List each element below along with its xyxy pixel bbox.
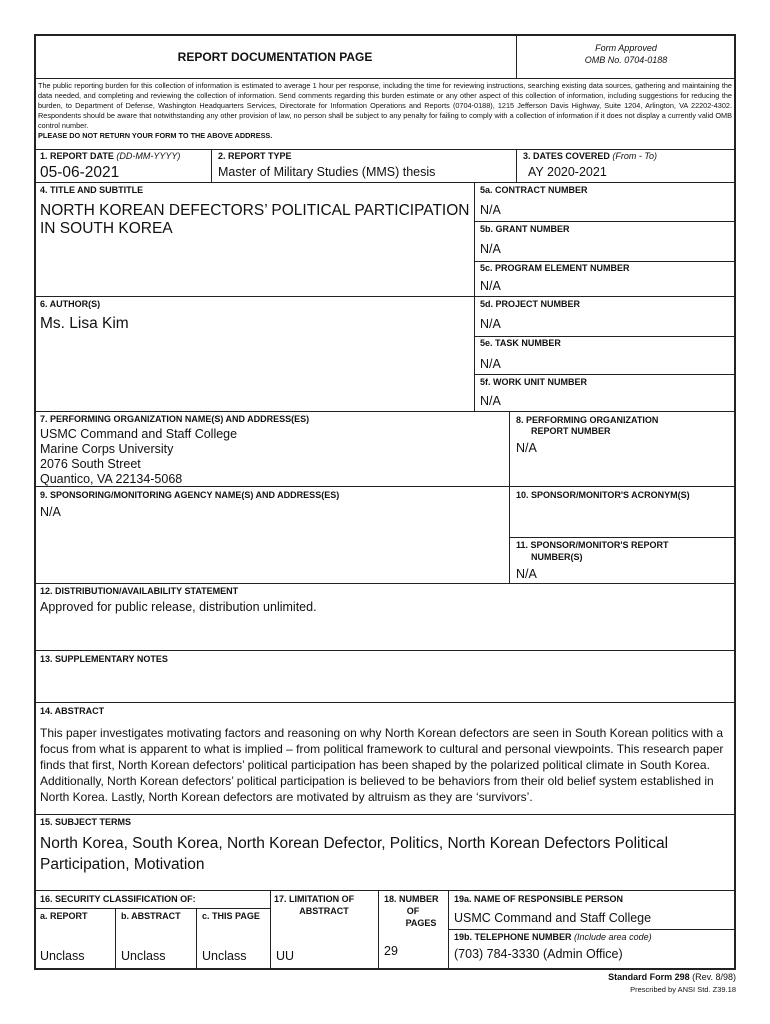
- telephone-label: 19b. TELEPHONE NUMBER (Include area code): [454, 932, 652, 942]
- report-type-label: 2. REPORT TYPE: [218, 151, 292, 161]
- divider: [509, 537, 736, 538]
- form-name: Standard Form 298 (Rev. 8/98): [608, 972, 736, 982]
- project-number-value: N/A: [480, 317, 501, 331]
- task-number-value: N/A: [480, 357, 501, 371]
- sponsor-report-label-2: NUMBER(S): [531, 552, 583, 562]
- divider: [270, 890, 271, 968]
- return-warning: PLEASE DO NOT RETURN YOUR FORM TO THE ABOVE ADDRESS.: [38, 131, 273, 140]
- divider: [516, 149, 517, 182]
- project-number-label: 5d. PROJECT NUMBER: [480, 299, 581, 309]
- pages-value: 29: [384, 944, 398, 958]
- contract-number-value: N/A: [480, 203, 501, 217]
- sponsoring-agency-value: N/A: [40, 505, 61, 519]
- limitation-value: UU: [276, 949, 295, 963]
- divider: [474, 336, 736, 337]
- divider: [34, 78, 736, 79]
- security-classification-label: 16. SECURITY CLASSIFICATION OF:: [40, 894, 196, 904]
- border-bottom: [34, 968, 736, 970]
- title-label: 4. TITLE AND SUBTITLE: [40, 185, 144, 195]
- supplementary-notes-label: 13. SUPPLEMENTARY NOTES: [40, 654, 168, 664]
- pages-label: 18. NUMBER: [384, 894, 439, 904]
- report-documentation-form: [34, 34, 736, 994]
- performing-org-line: USMC Command and Staff College: [40, 427, 238, 441]
- contract-number-label: 5a. CONTRACT NUMBER: [480, 185, 588, 195]
- divider: [448, 929, 736, 930]
- divider: [34, 411, 736, 412]
- author-label: 6. AUTHOR(S): [40, 299, 101, 309]
- limitation-label: 17. LIMITATION OF: [274, 894, 355, 904]
- abstract-label: 14. ABSTRACT: [40, 706, 105, 716]
- border-left: [34, 34, 36, 970]
- security-page-label: c. THIS PAGE: [202, 911, 260, 921]
- work-unit-label: 5f. WORK UNIT NUMBER: [480, 377, 587, 387]
- divider: [34, 908, 270, 909]
- dates-covered-value: AY 2020-2021: [528, 165, 607, 179]
- performing-org-line: Marine Corps University: [40, 442, 174, 456]
- divider: [34, 702, 736, 703]
- page-title: REPORT DOCUMENTATION PAGE: [177, 50, 373, 64]
- divider: [34, 296, 736, 297]
- divider: [509, 411, 510, 583]
- burden-notice: The public reporting burden for this collection of information is estimated to average 1 hour per response, including the time for reviewing instructions, searching existing data sources, gathering and maintaining the data needed, and completing and reviewing the collection of information. Send comments regarding this burden estimate or any other aspect of this collection of information, including suggestions for reducing the burden, to Department of Defense, Washington Headquarters Services, Directorate for Information Operations and Reports (0704-0188), 1215 Jefferson Davis Highway, Suite 1204, Arlington, VA 22202-4302. Respondents should be aware that notwithstanding any other provision of law, no person shall be subject to any penalty for failing to comply with a collection of information if it does not display a currently valid OMB control number. PLEASE DO NOT RETURN YOUR FORM TO THE ABOVE ADDRESS.: [38, 81, 732, 140]
- limitation-label-2: ABSTRACT: [299, 906, 349, 916]
- sponsor-report-label: 11. SPONSOR/MONITOR'S REPORT: [516, 540, 669, 550]
- pages-label-3: PAGES: [405, 918, 437, 928]
- divider: [196, 908, 197, 968]
- abstract-text: This paper investigates motivating factors and reasoning on why North Korean defectors are seen in South Korean politics with a focus from what is apparent to what is implied – from political framework to cultural and personal viewpoints. This research paper finds that first, North Korean defectors’ political participation has been shaped by the polarized political climate in South Korea. Additionally, North Korean defectors’ political participation is believed to be behaviors from their old belief system established in North Korea. Lastly, North Korean defectors are motivated by altruism as they are ‘survivors’.: [40, 726, 724, 804]
- divider: [448, 890, 449, 968]
- grant-number-label: 5b. GRANT NUMBER: [480, 224, 570, 234]
- security-report-value: Unclass: [40, 949, 85, 963]
- author-value: Ms. Lisa Kim: [40, 315, 129, 332]
- grant-number-value: N/A: [480, 242, 501, 256]
- divider: [34, 890, 736, 891]
- divider: [34, 182, 736, 183]
- divider: [115, 908, 116, 968]
- divider: [378, 890, 379, 968]
- title-line-2: IN SOUTH KOREA: [40, 220, 173, 237]
- divider: [474, 374, 736, 375]
- performing-report-label-2: REPORT NUMBER: [531, 426, 611, 436]
- border-right: [734, 34, 736, 970]
- program-element-label: 5c. PROGRAM ELEMENT NUMBER: [480, 263, 630, 273]
- form-approved-label: Form Approved: [595, 43, 657, 53]
- omb-number: OMB No. 0704-0188: [584, 55, 668, 65]
- subject-terms-label: 15. SUBJECT TERMS: [40, 817, 132, 827]
- subject-terms-value: North Korea, South Korea, North Korean Defector, Politics, North Korean Defectors Political Participation, Motivation: [40, 835, 669, 873]
- security-abstract-label: b. ABSTRACT: [121, 911, 181, 921]
- divider: [474, 221, 736, 222]
- divider: [34, 650, 736, 651]
- divider: [474, 182, 475, 411]
- divider: [34, 486, 736, 487]
- telephone-value: (703) 784-3330 (Admin Office): [454, 947, 623, 961]
- divider: [34, 814, 736, 815]
- program-element-value: N/A: [480, 279, 501, 293]
- report-type-value: Master of Military Studies (MMS) thesis: [218, 165, 436, 179]
- divider: [474, 261, 736, 262]
- sponsor-report-value: N/A: [516, 567, 537, 581]
- report-date-label: 1. REPORT DATE (DD-MM-YYYY): [40, 151, 181, 161]
- performing-org-line: Quantico, VA 22134-5068: [40, 472, 183, 486]
- divider: [34, 149, 736, 150]
- divider: [34, 583, 736, 584]
- report-date-value: 05-06-2021: [40, 164, 120, 181]
- security-abstract-value: Unclass: [121, 949, 166, 963]
- distribution-value: Approved for public release, distribution unlimited.: [40, 600, 317, 614]
- sponsoring-agency-label: 9. SPONSORING/MONITORING AGENCY NAME(S) AND ADDRESS(ES): [40, 490, 340, 500]
- prescribed-by: Prescribed by ANSI Std. Z39.18: [630, 985, 736, 994]
- border-top: [34, 34, 736, 36]
- divider: [211, 149, 212, 182]
- dates-covered-label: 3. DATES COVERED (From - To): [523, 151, 658, 161]
- distribution-label: 12. DISTRIBUTION/AVAILABILITY STATEMENT: [40, 586, 239, 596]
- work-unit-value: N/A: [480, 394, 501, 408]
- performing-report-label: 8. PERFORMING ORGANIZATION: [516, 415, 659, 425]
- task-number-label: 5e. TASK NUMBER: [480, 338, 561, 348]
- pages-label-2: OF: [406, 906, 420, 916]
- title-line-1: NORTH KOREAN DEFECTORS’ POLITICAL PARTICIPATION: [40, 202, 470, 219]
- responsible-person-label: 19a. NAME OF RESPONSIBLE PERSON: [454, 894, 624, 904]
- performing-org-line: 2076 South Street: [40, 457, 141, 471]
- performing-report-value: N/A: [516, 441, 537, 455]
- responsible-person-value: USMC Command and Staff College: [454, 911, 652, 925]
- sponsor-acronym-label: 10. SPONSOR/MONITOR'S ACRONYM(S): [516, 490, 690, 500]
- security-report-label: a. REPORT: [40, 911, 88, 921]
- performing-org-label: 7. PERFORMING ORGANIZATION NAME(S) AND ADDRESS(ES): [40, 414, 310, 424]
- security-page-value: Unclass: [202, 949, 247, 963]
